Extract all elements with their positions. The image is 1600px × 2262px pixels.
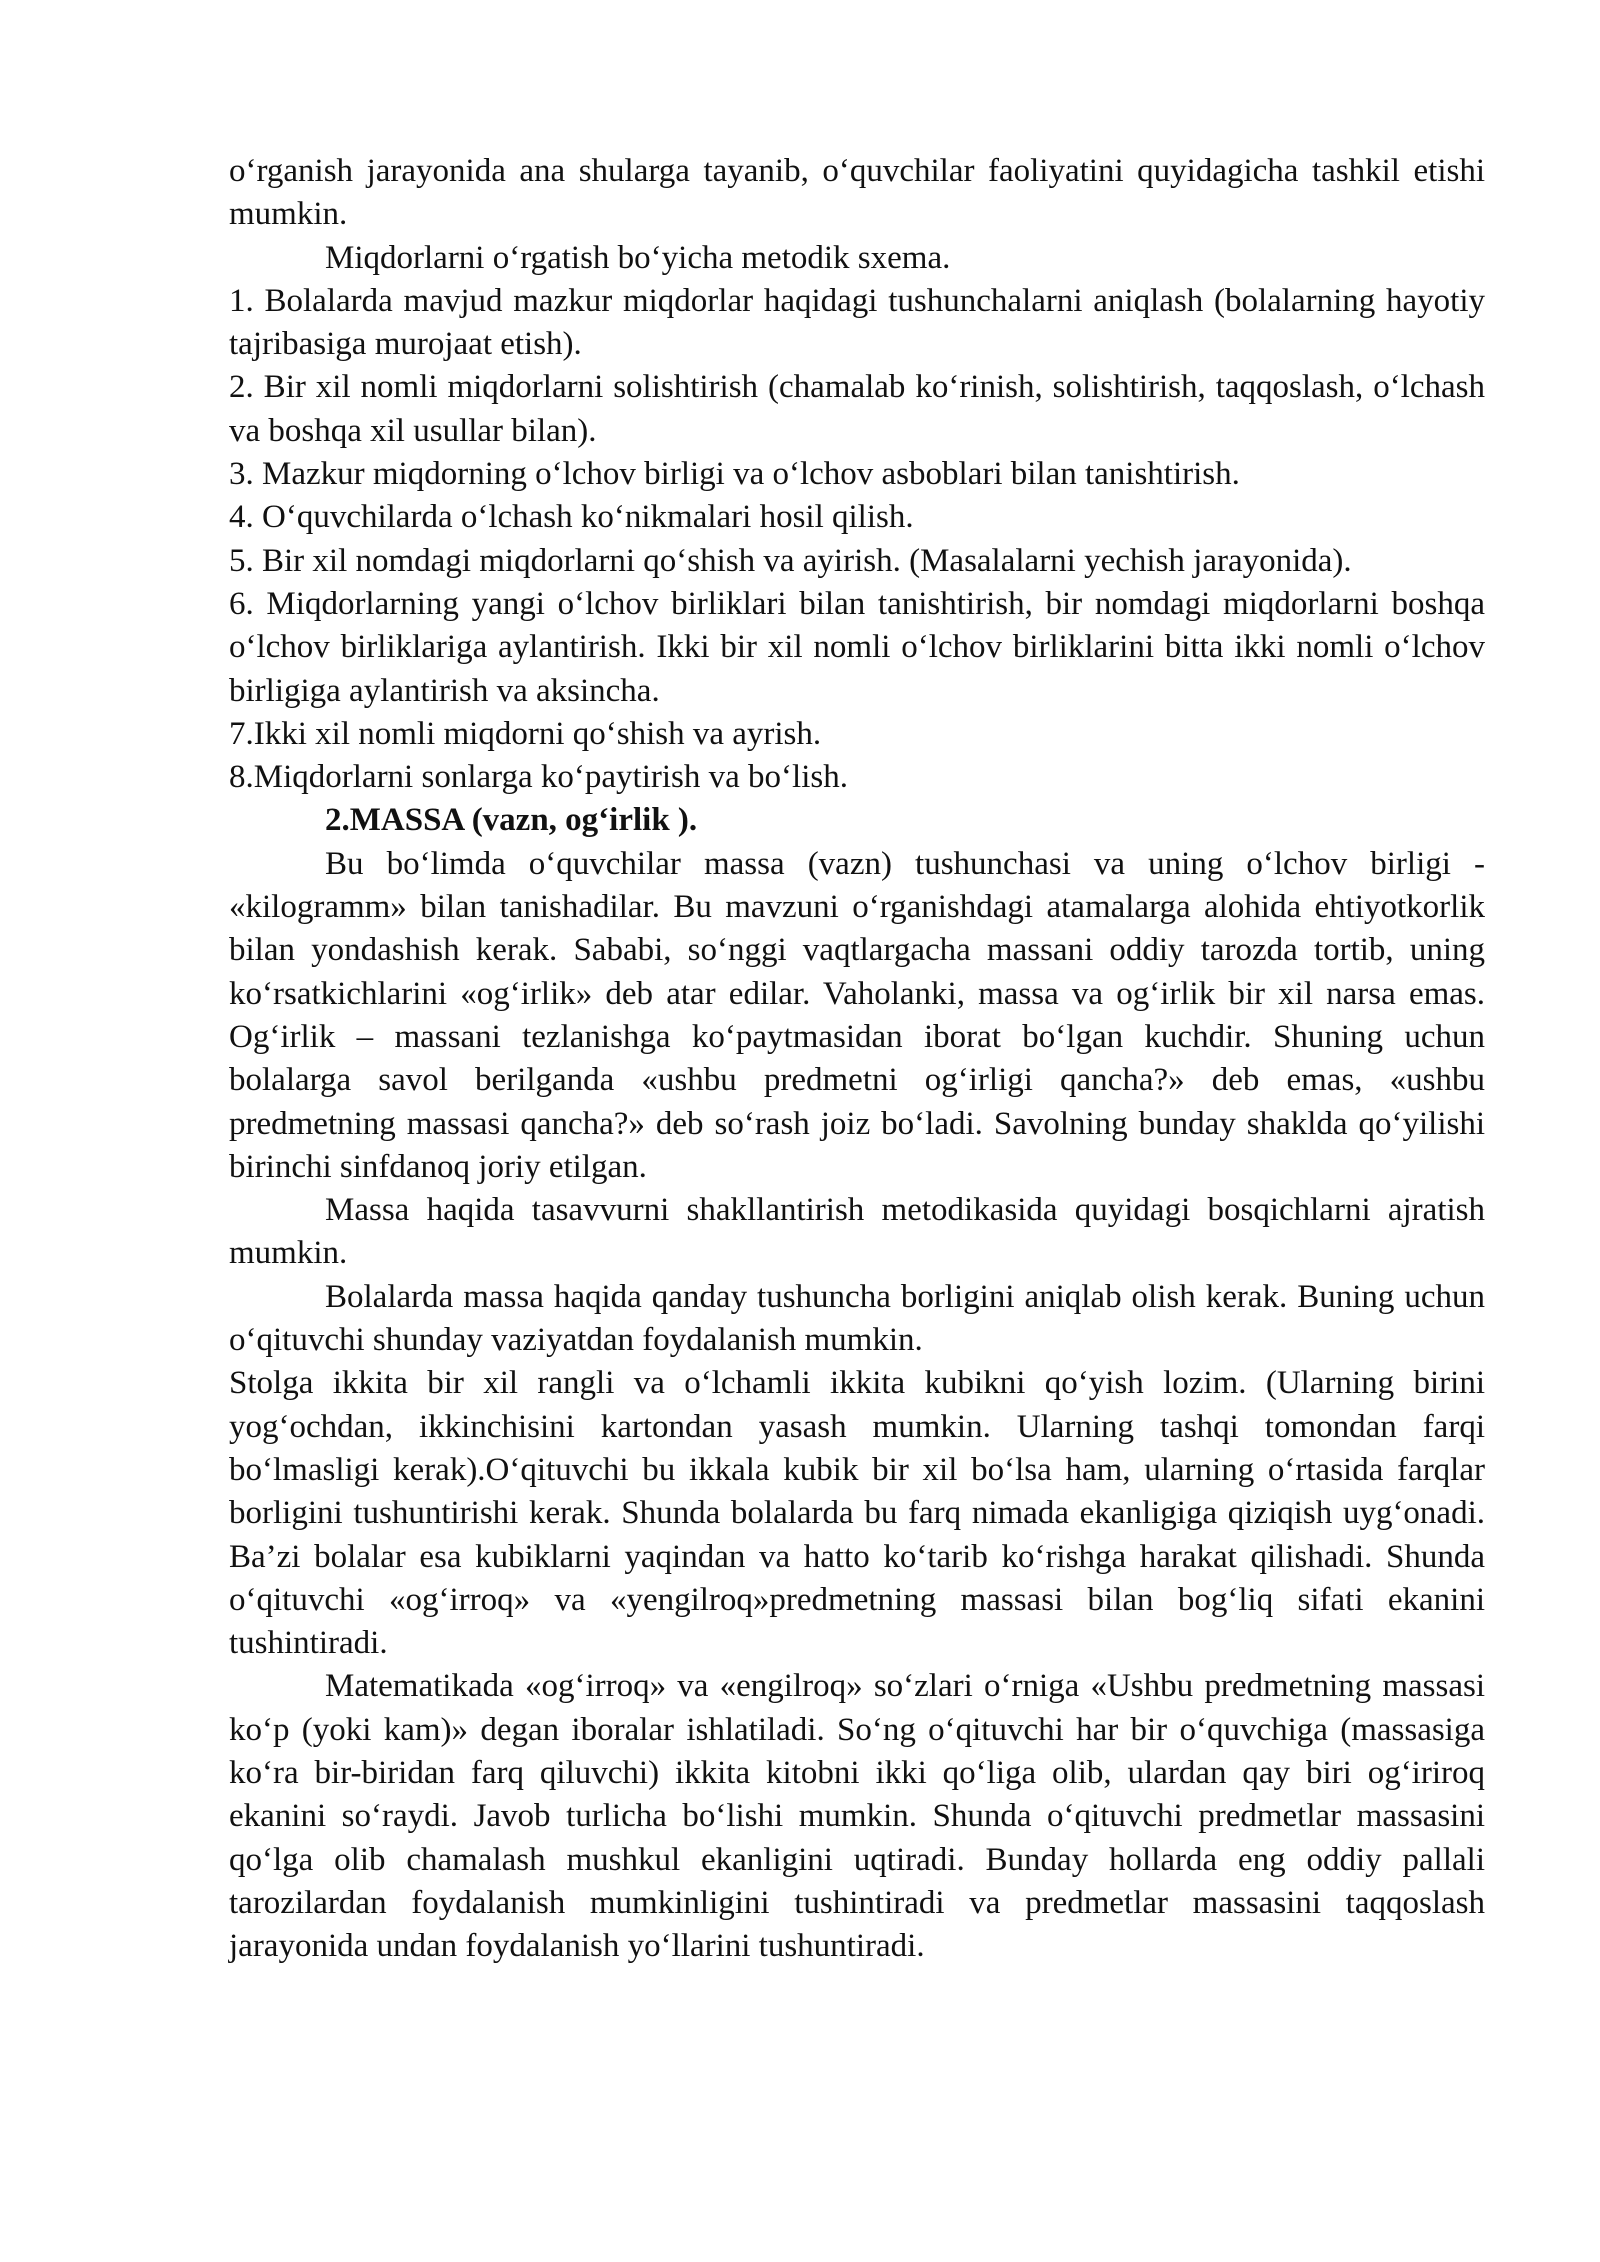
scheme-item-5: 5. Bir xil nomdagi miqdorlarni qo‘shish va ayirish. (Masalalarni yechish jarayonida). <box>229 542 1352 579</box>
section-heading-massa: 2.MASSA (vazn, og‘irlik ). <box>325 802 698 839</box>
paragraph-intro: o‘rganish jarayonida ana shularga tayanib, o‘quvchilar faoliyatini quyidagicha tashkil etishi mumkin. <box>229 153 1485 233</box>
paragraph-cubes: Stolga ikkita bir xil rangli va o‘lchamli ikkita kubikni qo‘yish lozim. (Ularning birini yog‘ochdan, ikkinchisini kartondan yasash mumkin. Ularning tashqi tomondan farqi bo‘lmasligi kerak).O‘qituvchi bu ikkala kubik bir xil bo‘lsa ham, ularning o‘rtasida farqlar borligini tushuntirishi kerak. Shunda bolalarda bu farq nimada ekanligiga qiziqish uyg‘onadi. Ba’zi bolalar esa kubiklarni yaqindan va hatto ko‘tarib ko‘rishga harakat qilishadi. Shunda o‘qituvchi «og‘irroq» va «yengilroq»predmetning massasi bilan bog‘liq sifati ekanini tushintiradi. <box>229 1365 1485 1662</box>
paragraph-massa-intro: Bu bo‘limda o‘quvchilar massa (vazn) tushunchasi va uning o‘lchov birligi - «kilogramm» bilan tanishadilar. Bu mavzuni o‘rganishdagi atamalarga alohida ehtiyotkorlik bilan yondashish kerak. Sababi, so‘nggi vaqtlargacha massani oddiy tarozda tortib, uning ko‘rsatkichlarini «og‘irlik» deb atar edilar. Vaholanki, massa va og‘irlik bir xil narsa emas. Og‘irlik – massani tezlanishga ko‘paytmasidan iborat bo‘lgan kuchdir. Shuning uchun bolalarga savol berilganda «ushbu predmetni og‘irligi qancha?» deb emas, «ushbu predmetning massasi qancha?» deb so‘rash joiz bo‘ladi. Savolning bunday shaklda qo‘yilishi birinchi sinfdanoq joriy etilgan. <box>229 845 1485 1185</box>
scheme-item-6: 6. Miqdorlarning yangi o‘lchov birliklari bilan tanishtirish, bir nomdagi miqdorlarni boshqa o‘lchov birliklariga aylantirish. Ikki bir xil nomli o‘lchov birliklarini bitta ikki nomli o‘lchov birligiga aylantirish va aksincha. <box>229 585 1485 709</box>
paragraph-mathematics: Matematikada «og‘irroq» va «engilroq» so‘zlari o‘rniga «Ushbu predmetning massasi ko‘p (yoki kam)» degan iboralar ishlatiladi. So‘ng o‘qituvchi har bir o‘quvchiga (massasiga ko‘ra bir-biridan farq qiluvchi) ikkita kitobni ikki qo‘liga olib, ulardan qay biri og‘iriroq ekanini so‘raydi. Javob turlicha bo‘lishi mumkin. Shunda o‘qituvchi predmetlar massasini qo‘lga olib chamalash mushkul ekanligini uqtiradi. Bunday hollarda eng oddiy pallali tarozilardan foydalanish mumkinligini tushintiradi va predmetlar massasini taqqoslash jarayonida undan foydalanish yo‘llarini tushuntiradi. <box>229 1668 1485 1965</box>
document-page <box>229 150 1485 1968</box>
paragraph-concept-check: Bolalarda massa haqida qanday tushuncha borligini aniqlab olish kerak. Buning uchun o‘qituvchi shunday vaziyatdan foydalanish mumkin. <box>229 1278 1485 1359</box>
paragraph-stages: Massa haqida tasavvurni shakllantirish metodikasida quyidagi bosqichlarni ajratish mumkin. <box>229 1192 1485 1272</box>
scheme-item-4: 4. O‘quvchilarda o‘lchash ko‘nikmalari hosil qilish. <box>229 499 914 536</box>
scheme-item-3: 3. Mazkur miqdorning o‘lchov birligi va o‘lchov asboblari bilan tanishtirish. <box>229 456 1240 493</box>
scheme-title: Miqdorlarni o‘rgatish bo‘yicha metodik sxema. <box>325 239 951 276</box>
scheme-item-8: 8.Miqdorlarni sonlarga ko‘paytirish va bo‘lish. <box>229 759 848 796</box>
scheme-item-1: 1. Bolalarda mavjud mazkur miqdorlar haqidagi tushunchalarni aniqlash (bolalarning hayotiy tajribasiga murojaat etish). <box>229 282 1485 363</box>
scheme-item-2: 2. Bir xil nomli miqdorlarni solishtirish (chamalab ko‘rinish, solishtirish, taqqoslash, o‘lchash va boshqa xil usullar bilan). <box>229 369 1485 449</box>
scheme-item-7: 7.Ikki xil nomli miqdorni qo‘shish va ayrish. <box>229 715 822 752</box>
